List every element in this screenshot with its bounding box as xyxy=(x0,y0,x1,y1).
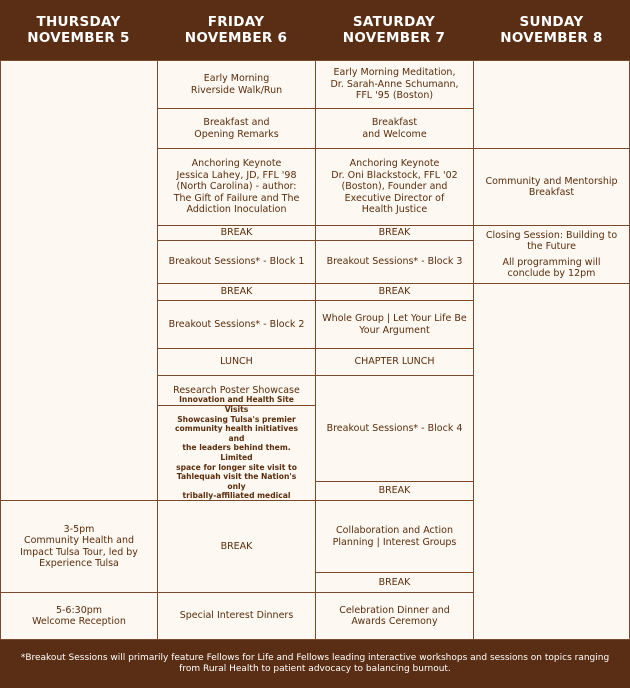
day-header-sunday xyxy=(473,0,630,60)
saturday-chapter-lunch: CHAPTER LUNCH xyxy=(315,348,474,376)
day-date: NOVEMBER 8 xyxy=(500,30,603,46)
saturday-breakout-block-3: Breakout Sessions* - Block 3 xyxy=(315,240,474,284)
sunday-closing-session xyxy=(473,225,630,284)
footer-note xyxy=(0,640,630,688)
friday-break-1: BREAK xyxy=(157,225,316,241)
friday-site-visits: Innovation and Health Site Visits Showcasing Tulsa's premier community health initiatives and the leaders behind them. Limited space for longer site visit to Tahlequah visit the Nation's only tribally-affiliated medical xyxy=(157,405,316,501)
thursday-empty-slot xyxy=(0,60,158,501)
saturday-whole-group: Whole Group | Let Your Life Be Your Argument xyxy=(315,300,474,349)
friday-breakout-block-1: Breakout Sessions* - Block 1 xyxy=(157,240,316,284)
day-header-friday xyxy=(157,0,315,60)
day-date: NOVEMBER 5 xyxy=(27,30,130,46)
saturday-breakfast: Breakfast and Welcome xyxy=(315,108,474,149)
schedule-header xyxy=(0,0,630,60)
day-date: NOVEMBER 6 xyxy=(184,30,288,46)
saturday-break-4: BREAK xyxy=(315,572,474,593)
friday-lunch: LUNCH xyxy=(157,348,316,376)
schedule-grid xyxy=(0,60,630,640)
friday-special-interest-dinners: Special Interest Dinners xyxy=(157,592,316,640)
sunday-empty-slot-afternoon xyxy=(473,283,630,640)
friday-keynote: Anchoring Keynote Jessica Lahey, JD, FFL '98 (North Carolina) - author: The Gift of Failure and The Addiction Inoculation xyxy=(157,148,316,226)
saturday-break-3: BREAK xyxy=(315,481,474,501)
saturday-celebration-dinner: Celebration Dinner and Awards Ceremony xyxy=(315,592,474,640)
day-name: FRIDAY xyxy=(207,14,265,30)
saturday-breakout-block-4: Breakout Sessions* - Block 4 xyxy=(315,375,474,482)
saturday-break-1: BREAK xyxy=(315,225,474,241)
breakout-footnote: *Breakout Sessions will primarily feature Fellows for Life and Fellows leading interactive workshops and sessions on topics ranging from Rural Health to patient advocacy to balancing burnout. xyxy=(20,652,610,674)
friday-break-3: BREAK xyxy=(157,500,316,593)
day-name: THURSDAY xyxy=(36,14,121,30)
day-name: SATURDAY xyxy=(352,14,436,30)
day-header-thursday xyxy=(0,0,157,60)
day-name: SUNDAY xyxy=(519,14,584,30)
friday-breakfast: Breakfast and Opening Remarks xyxy=(157,108,316,149)
sunday-empty-slot xyxy=(473,60,630,149)
thursday-welcome-reception: 5-6:30pm Welcome Reception xyxy=(0,592,158,640)
saturday-break-2: BREAK xyxy=(315,283,474,301)
saturday-collaboration: Collaboration and Action Planning | Interest Groups xyxy=(315,500,474,573)
friday-break-2: BREAK xyxy=(157,283,316,301)
thursday-tour: 3-5pm Community Health and Impact Tulsa Tour, led by Experience Tulsa xyxy=(0,500,158,593)
friday-walk-run: Early Morning Riverside Walk/Run xyxy=(157,60,316,109)
friday-poster-showcase: Research Poster Showcase xyxy=(157,375,316,406)
friday-breakout-block-2: Breakout Sessions* - Block 2 xyxy=(157,300,316,349)
day-date: NOVEMBER 7 xyxy=(342,30,446,46)
closing-session-title: Closing Session: Building to the Future xyxy=(485,229,618,252)
saturday-keynote: Anchoring Keynote Dr. Oni Blackstock, FFL '02 (Boston), Founder and Executive Director of Health Justice xyxy=(315,148,474,226)
sunday-mentorship-breakfast: Community and Mentorship Breakfast xyxy=(473,148,630,226)
day-header-saturday xyxy=(315,0,473,60)
saturday-meditation: Early Morning Meditation, Dr. Sarah-Anne Schumann, FFL '95 (Boston) xyxy=(315,60,474,109)
closing-session-note: All programming will conclude by 12pm xyxy=(502,256,601,279)
